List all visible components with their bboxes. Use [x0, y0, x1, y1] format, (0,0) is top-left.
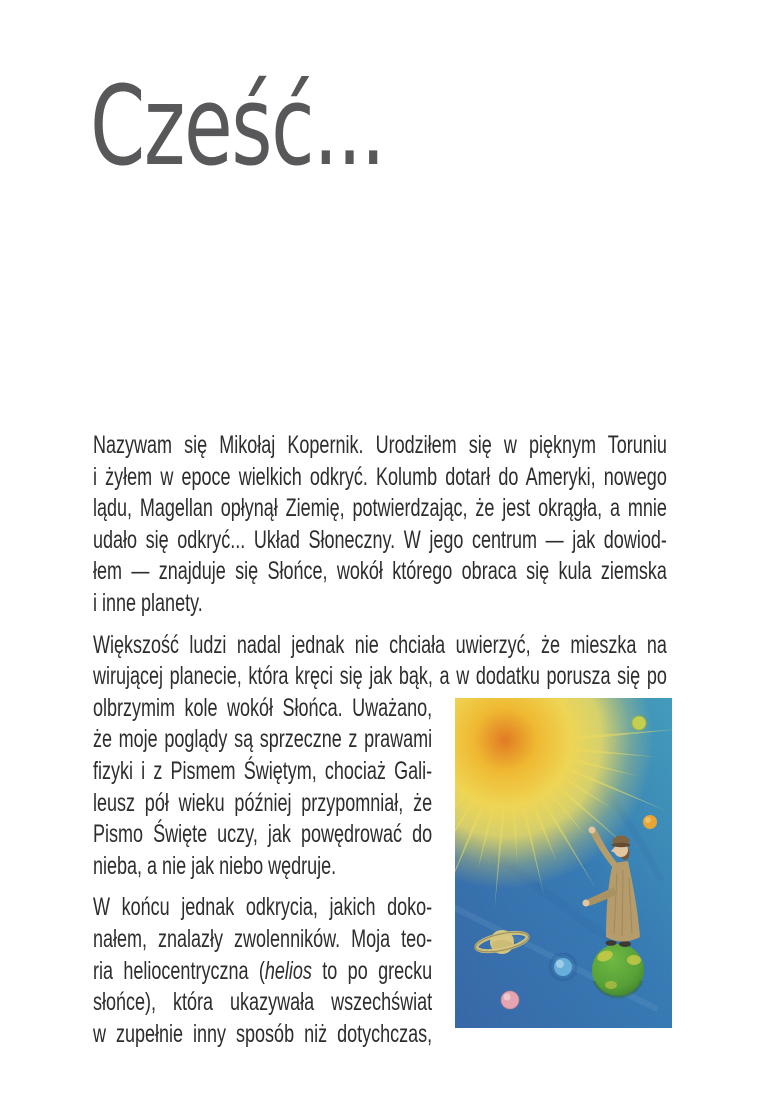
- text-line: [93, 788, 432, 820]
- text-segment: i żyłem w epoce wielkich odkryć. Kolumb dotarł do Ameryki, nowego: [93, 462, 667, 491]
- page-title: Cześć...: [90, 62, 385, 190]
- text-segment: udało się odkryć... Układ Słoneczny. W jego centrum — jak dowiod-: [93, 525, 667, 554]
- text-segment: słońce), która ukazywała wszechświat: [93, 988, 433, 1017]
- text-line: [93, 819, 432, 851]
- text-line: [93, 556, 667, 588]
- illustration-canvas: [455, 698, 672, 1028]
- text-segment: ria heliocentryczna (: [93, 956, 265, 985]
- text-segment: że moje poglądy są sprzeczne z prawami: [93, 725, 433, 754]
- text-segment: łem — znajduje się Słońce, wokół którego obraca się kula ziemska: [93, 557, 667, 586]
- text-line: [93, 924, 432, 956]
- paragraph: [93, 430, 668, 620]
- text-line: [93, 588, 667, 620]
- text-line: [93, 525, 667, 557]
- text-line: [93, 1019, 432, 1051]
- text-line: [93, 756, 432, 788]
- text-line: [93, 493, 667, 525]
- text-line: [93, 851, 432, 883]
- text-segment: lądu, Magellan opłynął Ziemię, potwierdzając, że jest okrągła, a mnie: [93, 494, 667, 523]
- text-line: [93, 956, 432, 988]
- text-segment: leusz pół wieku później przypomniał, że: [93, 788, 433, 817]
- text-segment: nieba, a nie jak niebo wędruje.: [93, 851, 337, 880]
- text-line: [93, 724, 432, 756]
- text-segment: Większość ludzi nadal jednak nie chciała uwierzyć, że mieszka na: [93, 630, 667, 659]
- text-line: [93, 892, 432, 924]
- text-segment: to po grecku: [311, 956, 433, 985]
- text-line: [93, 661, 667, 693]
- text-segment: helios: [264, 956, 312, 985]
- text-segment: wirującej planecie, która kręci się jak bąk, a w dodatku porusza się po: [93, 662, 667, 691]
- text-segment: fizyki i z Pismem Świętym, chociaż Gali-: [93, 756, 433, 785]
- text-segment: W końcu jednak odkrycia, jakich doko-: [93, 893, 433, 922]
- text-line: [93, 693, 432, 725]
- copernicus-illustration: [455, 698, 672, 1028]
- text-segment: w zupełnie inny sposób niż dotychczas,: [93, 1019, 433, 1048]
- text-line: [93, 430, 667, 462]
- grain-texture: [455, 698, 672, 1028]
- text-line: [93, 630, 667, 662]
- text-segment: Nazywam się Mikołaj Kopernik. Urodziłem się w pięknym Toruniu: [93, 431, 667, 459]
- text-segment: nałem, znalazły zwolenników. Moja teo-: [93, 924, 433, 953]
- text-line: [93, 462, 667, 494]
- text-segment: Pismo Święte uczy, jak powędrować do: [93, 820, 433, 849]
- text-segment: i inne planety.: [93, 588, 203, 617]
- text-segment: olbrzymim kole wokół Słońca. Uważano,: [93, 693, 433, 722]
- text-line: [93, 987, 432, 1019]
